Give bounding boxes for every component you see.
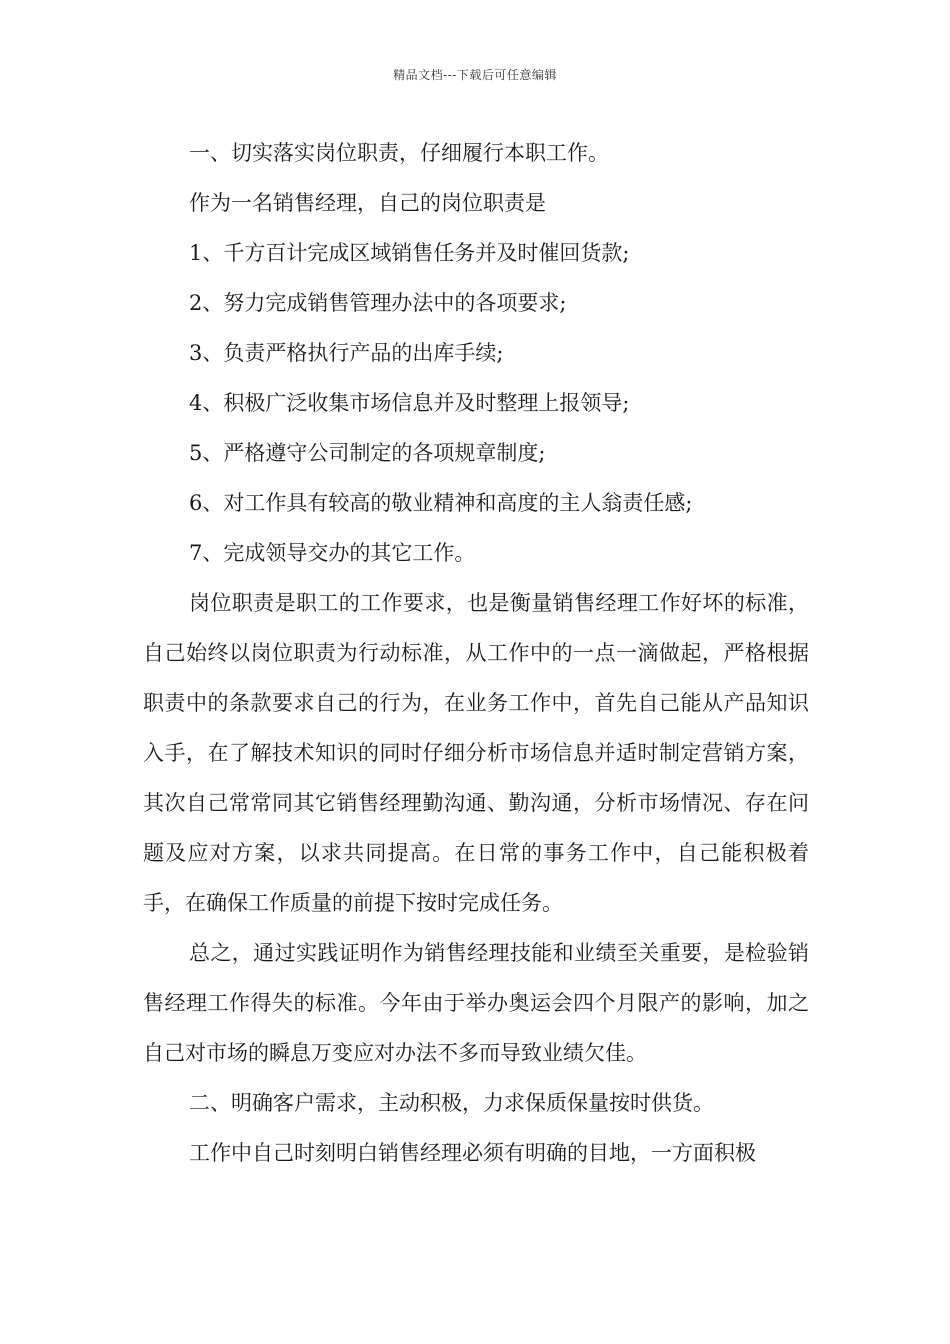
- duty-item: 2、努力完成销售管理办法中的各项要求;: [189, 291, 567, 315]
- duty-item: 1、千方百计完成区域销售任务并及时催回货款;: [189, 241, 630, 265]
- duty-item: 3、负责严格执行产品的出库手续;: [189, 341, 504, 365]
- paragraph-customer-needs: 工作中自己时刻明白销售经理必须有明确的目地，一方面积极: [189, 1141, 756, 1165]
- duty-list: [143, 228, 809, 578]
- duty-item: 7、完成领导交办的其它工作。: [189, 541, 476, 565]
- page-header: 精品文档---下载后可任意编辑: [393, 68, 557, 82]
- paragraph-conclusion: 总之，通过实践证明作为销售经理技能和业绩至关重要，是检验销售经理工作得失的标准。今年由于举办奥运会四个月限产的影响，加之自己对市场的瞬息万变应对办法不多而导致业绩欠佳。: [143, 941, 809, 1065]
- document-body: [143, 128, 809, 1178]
- section-heading-2: 二、明确客户需求，主动积极，力求保质保量按时供货。: [189, 1091, 714, 1115]
- duty-item: 4、积极广泛收集市场信息并及时整理上报领导;: [189, 391, 630, 415]
- duty-item: 5、严格遵守公司制定的各项规章制度;: [189, 441, 546, 465]
- section-heading-1: 一、切实落实岗位职责，仔细履行本职工作。: [189, 141, 609, 165]
- intro-line: 作为一名销售经理，自己的岗位职责是: [189, 191, 546, 215]
- duty-item: 6、对工作具有较高的敬业精神和高度的主人翁责任感;: [189, 491, 693, 515]
- paragraph-duties-summary: 岗位职责是职工的工作要求，也是衡量销售经理工作好坏的标准，自己始终以岗位职责为行动标准，从工作中的一点一滴做起，严格根据职责中的条款要求自己的行为，在业务工作中，首先自己能从产品知识入手，在了解技术知识的同时仔细分析市场信息并适时制定营销方案，其次自己常常同其它销售经理勤沟通、勤沟通，分析市场情况、存在问题及应对方案，以求共同提高。在日常的事务工作中，自己能积极着手，在确保工作质量的前提下按时完成任务。: [143, 591, 809, 915]
